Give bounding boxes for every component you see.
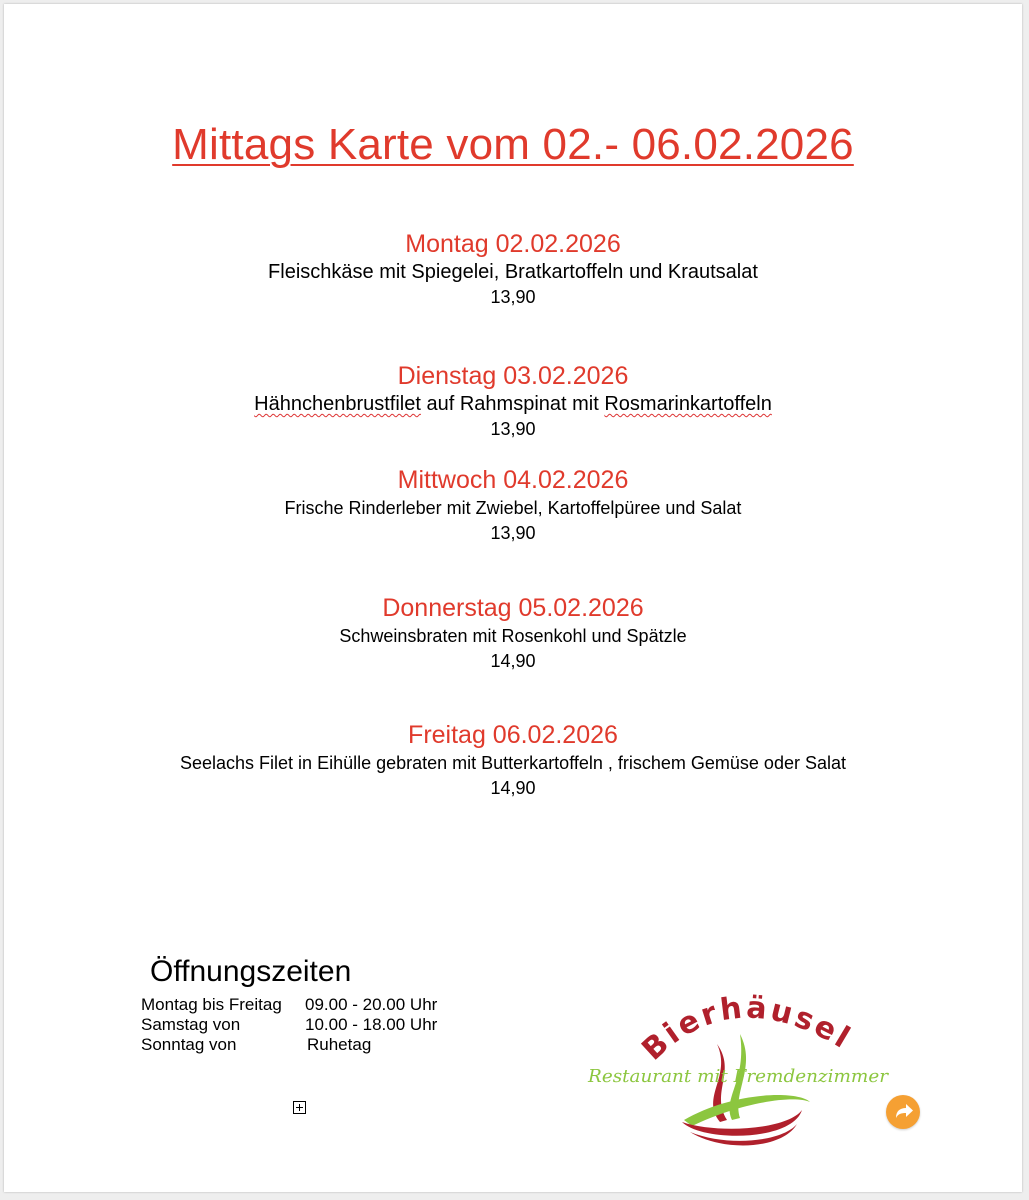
day-price: 13,90 bbox=[490, 523, 536, 543]
hours-value: Ruhetag bbox=[307, 1035, 372, 1054]
day-price: 14,90 bbox=[490, 651, 536, 671]
day-thursday bbox=[4, 593, 1022, 673]
spellcheck-word[interactable]: Hähnchenbrustfilet bbox=[254, 393, 421, 415]
day-dish: Fleischkäse mit Spiegelei, Bratkartoffeln und Krautsalat bbox=[268, 261, 758, 283]
day-dish bbox=[4, 391, 1022, 417]
hours-value: 10.00 - 18.00 Uhr bbox=[305, 1015, 438, 1034]
hours-label: Sonntag von bbox=[141, 1035, 237, 1054]
add-box-icon[interactable] bbox=[293, 1101, 306, 1114]
dish-text: auf Rahmspinat mit bbox=[420, 393, 605, 415]
day-heading: Freitag 06.02.2026 bbox=[408, 721, 618, 749]
day-monday bbox=[4, 229, 1022, 309]
hours-label: Montag bis Freitag bbox=[141, 995, 282, 1014]
day-heading: Mittwoch 04.02.2026 bbox=[397, 466, 629, 494]
share-arrow-icon[interactable] bbox=[886, 1095, 920, 1129]
day-heading: Donnerstag 05.02.2026 bbox=[382, 594, 644, 622]
day-price: 14,90 bbox=[490, 778, 536, 798]
day-friday bbox=[4, 720, 1022, 800]
day-heading: Dienstag 03.02.2026 bbox=[397, 362, 629, 390]
day-price: 13,90 bbox=[490, 419, 536, 439]
day-dish: Seelachs Filet in Eihülle gebraten mit Butterkartoffeln , frischem Gemüse oder Salat bbox=[180, 753, 846, 773]
hours-value: 09.00 - 20.00 Uhr bbox=[305, 995, 438, 1014]
restaurant-logo bbox=[582, 992, 902, 1158]
opening-hours-title: Öffnungszeiten bbox=[150, 955, 352, 988]
page-title: Mittags Karte vom 02.- 06.02.2026 bbox=[172, 120, 854, 169]
menu-page bbox=[4, 4, 1022, 1192]
logo-name: Bierhäusel bbox=[635, 992, 859, 1068]
day-dish: Schweinsbraten mit Rosenkohl und Spätzle bbox=[339, 626, 687, 646]
logo-tagline: Restaurant mit Fremdenzimmer bbox=[586, 1066, 890, 1087]
hours-label: Samstag von bbox=[141, 1015, 241, 1034]
spellcheck-word[interactable]: Rosmarinkartoffeln bbox=[604, 393, 772, 415]
day-tuesday bbox=[4, 361, 1022, 441]
day-dish: Frische Rinderleber mit Zwiebel, Kartoffelpüree und Salat bbox=[284, 498, 742, 518]
day-price: 13,90 bbox=[490, 287, 536, 307]
day-heading: Montag 02.02.2026 bbox=[405, 230, 621, 258]
day-wednesday bbox=[4, 465, 1022, 545]
